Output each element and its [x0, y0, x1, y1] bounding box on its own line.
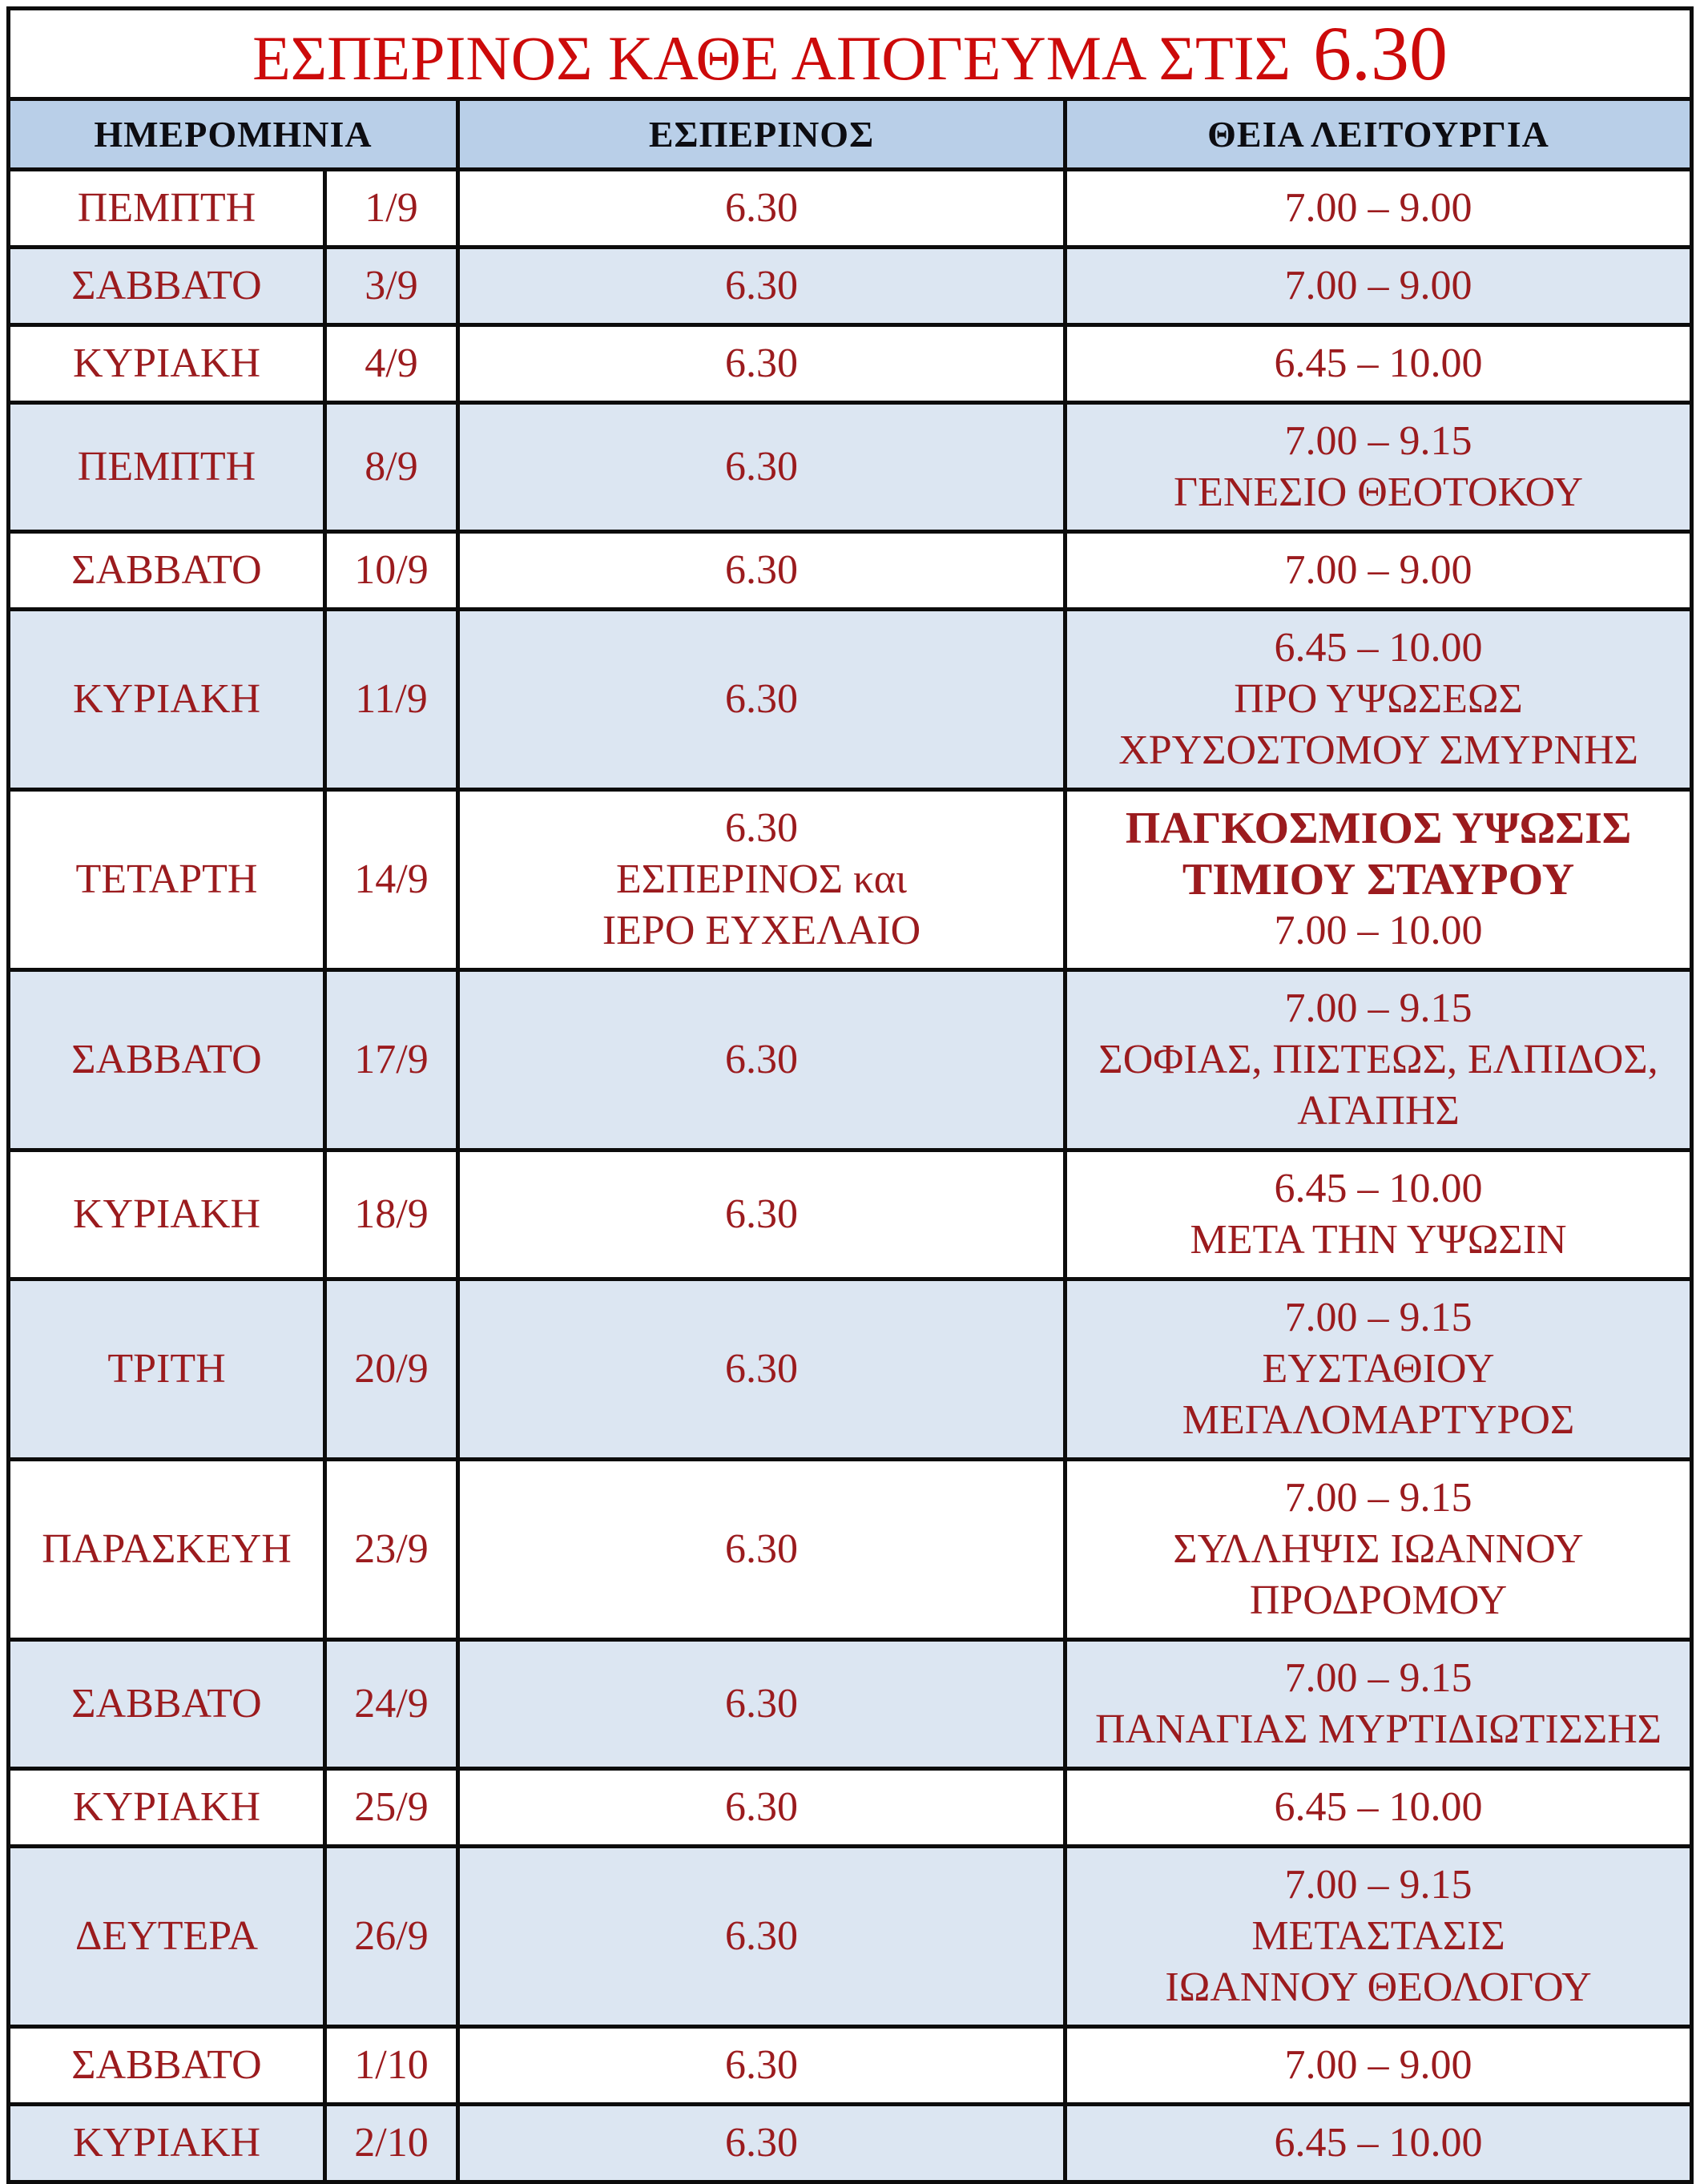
vespers-line: ΕΣΠΕΡΙΝΟΣ και: [616, 856, 907, 902]
liturgy-line: 6.45 – 10.00: [1274, 2120, 1483, 2166]
liturgy-cell: [1066, 532, 1692, 610]
vespers-line: 6.30: [725, 1191, 798, 1237]
vespers-cell: [458, 970, 1066, 1150]
table-row: [9, 2027, 1692, 2105]
table-row: [9, 790, 1692, 970]
liturgy-cell: [1066, 1279, 1692, 1460]
liturgy-line: 6.45 – 10.00: [1274, 340, 1483, 386]
liturgy-cell: [1066, 325, 1692, 403]
liturgy-line: 7.00 – 9.15: [1284, 1295, 1472, 1340]
liturgy-line: ΧΡΥΣΟΣΤΟΜΟΥ ΣΜΥΡΝΗΣ: [1118, 727, 1638, 773]
date-cell: 8/9: [325, 403, 458, 532]
liturgy-line: ΕΥΣΤΑΘΙΟΥ: [1262, 1346, 1495, 1392]
date-cell: 3/9: [325, 248, 458, 325]
page-title: [9, 9, 1692, 99]
liturgy-cell: [1066, 1847, 1692, 2027]
day-cell: ΚΥΡΙΑΚΗ: [9, 325, 325, 403]
vespers-cell: [458, 532, 1066, 610]
date-cell: 1/10: [325, 2027, 458, 2105]
table-row: [9, 610, 1692, 790]
vespers-line: ΙΕΡΟ ΕΥΧΕΛΑΙΟ: [602, 908, 921, 953]
date-cell: 25/9: [325, 1769, 458, 1847]
vespers-cell: [458, 790, 1066, 970]
vespers-cell: [458, 325, 1066, 403]
table-row: [9, 1460, 1692, 1640]
liturgy-line: ΠΡΟΔΡΟΜΟΥ: [1249, 1578, 1508, 1623]
date-cell: 14/9: [325, 790, 458, 970]
liturgy-cell: [1066, 1460, 1692, 1640]
liturgy-line: 7.00 – 9.15: [1284, 1475, 1472, 1521]
date-cell: 11/9: [325, 610, 458, 790]
liturgy-line: 7.00 – 9.00: [1284, 2042, 1472, 2088]
date-cell: 20/9: [325, 1279, 458, 1460]
liturgy-cell: [1066, 970, 1692, 1150]
liturgy-line: ΠΑΓΚΟΣΜΙΟΣ ΥΨΩΣΙΣ: [1125, 804, 1632, 853]
liturgy-line: ΠΡΟ ΥΨΩΣΕΩΣ: [1234, 676, 1523, 722]
schedule-body: [9, 9, 1692, 2182]
vespers-line: 6.30: [725, 2042, 798, 2088]
day-cell: ΚΥΡΙΑΚΗ: [9, 610, 325, 790]
vespers-cell: [458, 1150, 1066, 1279]
date-cell: 24/9: [325, 1640, 458, 1769]
liturgy-line: 7.00 – 9.15: [1284, 1655, 1472, 1701]
liturgy-cell: [1066, 790, 1692, 970]
vespers-cell: [458, 1640, 1066, 1769]
day-cell: ΣΑΒΒΑΤΟ: [9, 2027, 325, 2105]
vespers-cell: [458, 403, 1066, 532]
table-row: [9, 1279, 1692, 1460]
day-cell: ΣΑΒΒΑΤΟ: [9, 532, 325, 610]
title-time: 6.30: [1312, 10, 1448, 96]
vespers-cell: [458, 1460, 1066, 1640]
vespers-line: 6.30: [725, 805, 798, 851]
vespers-cell: [458, 1847, 1066, 2027]
liturgy-cell: [1066, 170, 1692, 248]
table-row: [9, 1769, 1692, 1847]
vespers-line: 6.30: [725, 1346, 798, 1392]
day-cell: ΠΕΜΠΤΗ: [9, 170, 325, 248]
vespers-line: 6.30: [725, 1526, 798, 1572]
table-row: [9, 1847, 1692, 2027]
liturgy-line: ΣΥΛΛΗΨΙΣ ΙΩΑΝΝΟΥ: [1173, 1526, 1584, 1572]
liturgy-cell: [1066, 2027, 1692, 2105]
liturgy-line: ΤΙΜΙΟΥ ΣΤΑΥΡΟΥ: [1182, 855, 1575, 905]
day-cell: ΔΕΥΤΕΡΑ: [9, 1847, 325, 2027]
table-row: [9, 1150, 1692, 1279]
vespers-cell: [458, 248, 1066, 325]
vespers-line: 6.30: [725, 1913, 798, 1959]
table-row: [9, 1640, 1692, 1769]
day-cell: ΚΥΡΙΑΚΗ: [9, 2105, 325, 2182]
day-cell: ΚΥΡΙΑΚΗ: [9, 1769, 325, 1847]
date-cell: 4/9: [325, 325, 458, 403]
date-cell: 26/9: [325, 1847, 458, 2027]
liturgy-line: ΠΑΝΑΓΙΑΣ ΜΥΡΤΙΔΙΩΤΙΣΣΗΣ: [1095, 1707, 1662, 1752]
liturgy-cell: [1066, 248, 1692, 325]
table-row: [9, 2105, 1692, 2182]
column-header-liturgy: ΘΕΙΑ ΛΕΙΤΟΥΡΓΙΑ: [1066, 99, 1692, 170]
liturgy-cell: [1066, 610, 1692, 790]
day-cell: ΠΑΡΑΣΚΕΥΗ: [9, 1460, 325, 1640]
vespers-cell: [458, 610, 1066, 790]
liturgy-cell: [1066, 1769, 1692, 1847]
day-cell: ΤΕΤΑΡΤΗ: [9, 790, 325, 970]
date-cell: 10/9: [325, 532, 458, 610]
day-cell: ΣΑΒΒΑΤΟ: [9, 248, 325, 325]
column-header-date: ΗΜΕΡΟΜΗΝΙΑ: [9, 99, 458, 170]
liturgy-line: 6.45 – 10.00: [1274, 1166, 1483, 1211]
liturgy-line: 7.00 – 9.15: [1284, 418, 1472, 464]
day-cell: ΣΑΒΒΑΤΟ: [9, 970, 325, 1150]
date-cell: 1/9: [325, 170, 458, 248]
vespers-schedule-table: [6, 6, 1694, 2184]
vespers-cell: [458, 2105, 1066, 2182]
column-header-vespers: ΕΣΠΕΡΙΝΟΣ: [458, 99, 1066, 170]
date-cell: 2/10: [325, 2105, 458, 2182]
liturgy-line: 7.00 – 9.00: [1284, 547, 1472, 593]
title-row: [9, 9, 1692, 99]
vespers-line: 6.30: [725, 676, 798, 722]
liturgy-line: ΜΕΤΑ ΤΗΝ ΥΨΩΣΙΝ: [1190, 1217, 1567, 1263]
table-row: [9, 248, 1692, 325]
liturgy-line: 7.00 – 9.15: [1284, 985, 1472, 1031]
vespers-line: 6.30: [725, 263, 798, 308]
liturgy-line: 7.00 – 9.00: [1284, 263, 1472, 308]
liturgy-cell: [1066, 1640, 1692, 1769]
vespers-line: 6.30: [725, 340, 798, 386]
vespers-line: 6.30: [725, 444, 798, 490]
date-cell: 17/9: [325, 970, 458, 1150]
vespers-line: 6.30: [725, 1681, 798, 1727]
table-row: [9, 325, 1692, 403]
date-cell: 23/9: [325, 1460, 458, 1640]
liturgy-line: ΣΟΦΙΑΣ, ΠΙΣΤΕΩΣ, ΕΛΠΙΔΟΣ,: [1098, 1037, 1658, 1082]
vespers-line: 6.30: [725, 1784, 798, 1830]
liturgy-line: ΜΕΤΑΣΤΑΣΙΣ: [1251, 1913, 1505, 1959]
liturgy-line: 6.45 – 10.00: [1274, 1784, 1483, 1830]
date-cell: 18/9: [325, 1150, 458, 1279]
day-cell: ΤΡΙΤΗ: [9, 1279, 325, 1460]
liturgy-line: ΓΕΝΕΣΙΟ ΘΕΟΤΟΚΟΥ: [1174, 469, 1584, 515]
vespers-cell: [458, 170, 1066, 248]
day-cell: ΣΑΒΒΑΤΟ: [9, 1640, 325, 1769]
vespers-line: 6.30: [725, 1037, 798, 1082]
header-row: [9, 99, 1692, 170]
table-row: [9, 403, 1692, 532]
liturgy-line: 6.45 – 10.00: [1274, 625, 1483, 671]
vespers-cell: [458, 1279, 1066, 1460]
vespers-cell: [458, 2027, 1066, 2105]
day-cell: ΠΕΜΠΤΗ: [9, 403, 325, 532]
liturgy-line: ΙΩΑΝΝΟΥ ΘΕΟΛΟΓΟΥ: [1165, 1964, 1592, 2010]
liturgy-line: 7.00 – 9.15: [1284, 1862, 1472, 1908]
day-cell: ΚΥΡΙΑΚΗ: [9, 1150, 325, 1279]
liturgy-cell: [1066, 1150, 1692, 1279]
liturgy-line: ΑΓΑΠΗΣ: [1297, 1088, 1460, 1134]
vespers-line: 6.30: [725, 547, 798, 593]
liturgy-line: ΜΕΓΑΛΟΜΑΡΤΥΡΟΣ: [1182, 1397, 1575, 1443]
liturgy-line: 7.00 – 9.00: [1284, 185, 1472, 231]
vespers-line: 6.30: [725, 185, 798, 231]
liturgy-line: 7.00 – 10.00: [1274, 908, 1483, 953]
title-text: ΕΣΠΕΡΙΝΟΣ ΚΑΘΕ ΑΠΟΓΕΥΜΑ ΣΤΙΣ: [252, 23, 1291, 93]
table-row: [9, 532, 1692, 610]
liturgy-cell: [1066, 403, 1692, 532]
liturgy-cell: [1066, 2105, 1692, 2182]
vespers-line: 6.30: [725, 2120, 798, 2166]
table-row: [9, 970, 1692, 1150]
table-row: [9, 170, 1692, 248]
vespers-cell: [458, 1769, 1066, 1847]
